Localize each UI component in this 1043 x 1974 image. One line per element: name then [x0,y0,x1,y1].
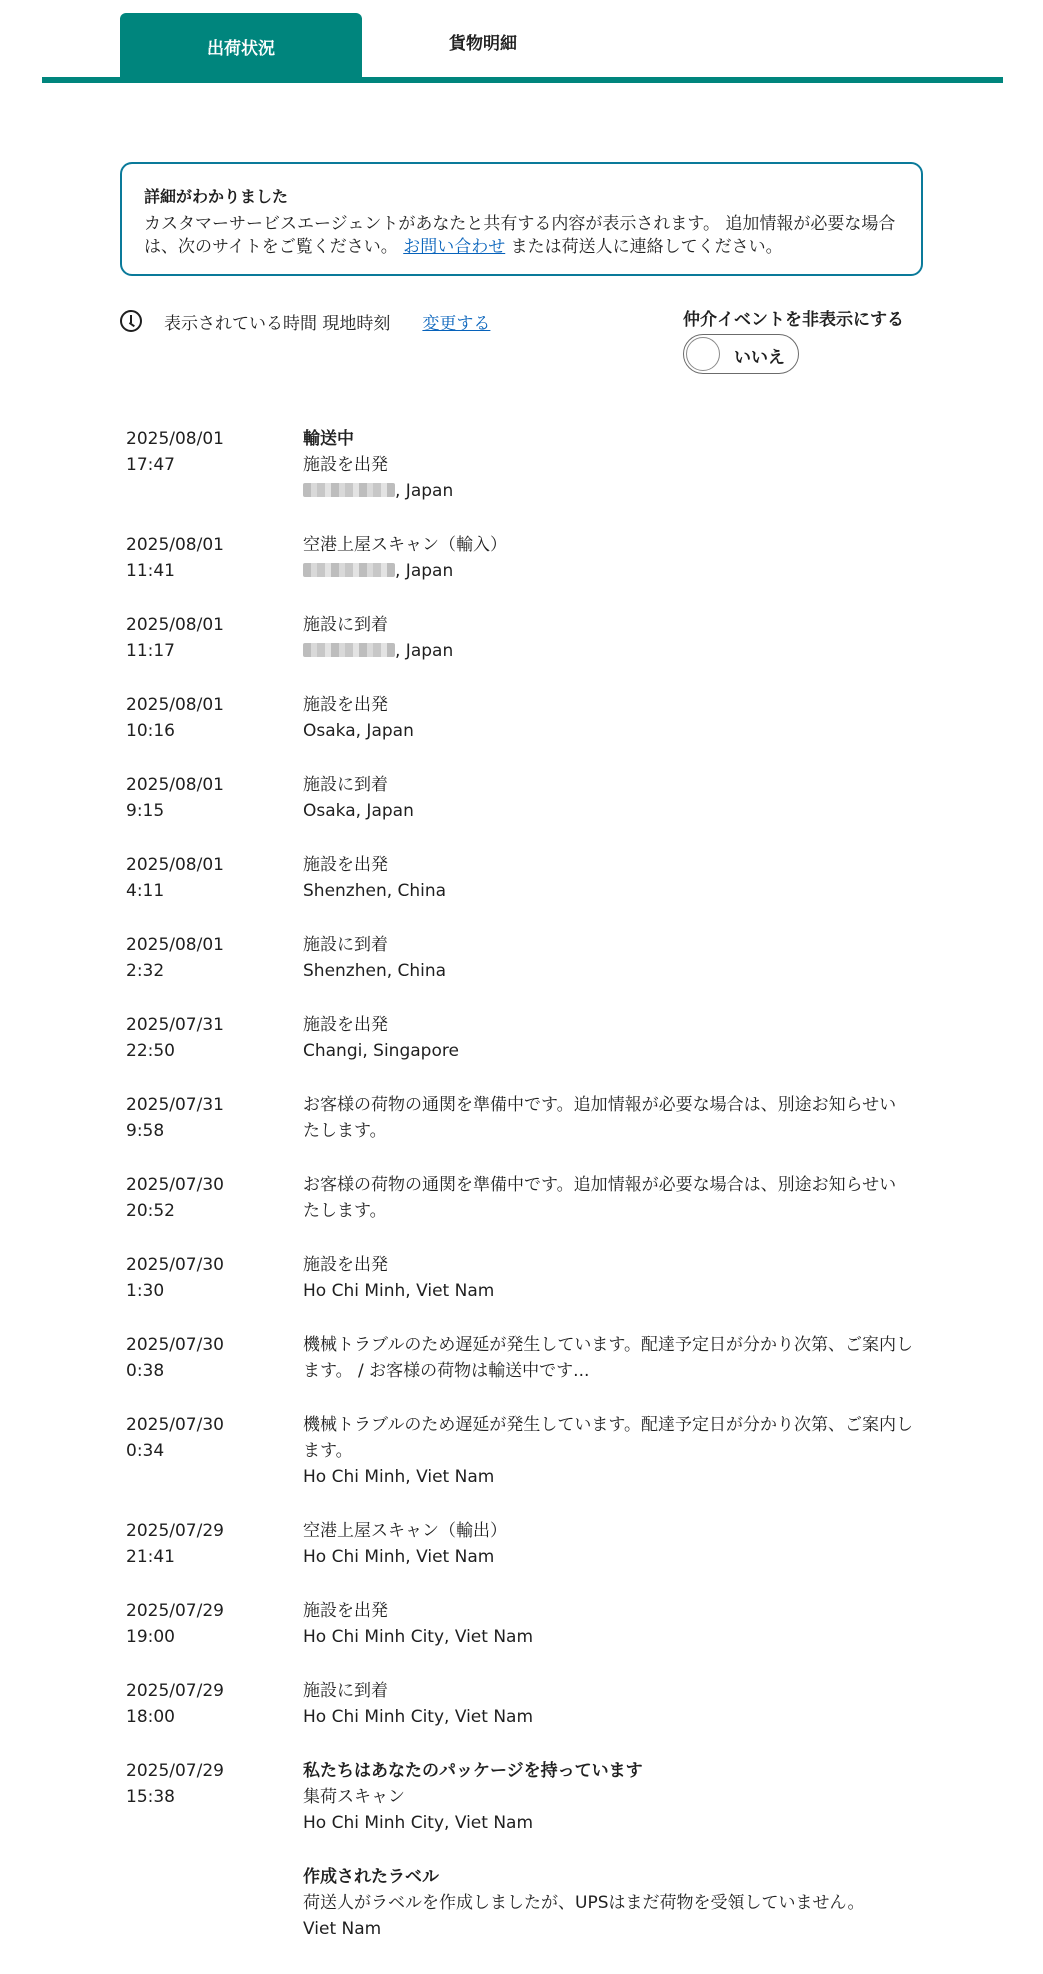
tab-shipment-details[interactable]: 貨物明細 [449,33,517,54]
event-date: 2025/08/01 [126,429,224,449]
alert-title: 詳細がわかりました [144,187,289,206]
event-location-text: Osaka, Japan [303,721,414,741]
event-activity: 施設を出発 [303,855,388,875]
tracking-event [126,772,926,824]
event-date: 2025/08/01 [126,935,224,955]
event-description [303,426,913,504]
event-time: 19:00 [126,1627,175,1647]
event-activity: 施設を出発 [303,1015,388,1035]
event-location-text: Ho Chi Minh City, Viet Nam [303,1627,534,1647]
event-datetime [126,772,303,824]
tracking-event [126,1758,926,1836]
event-date: 2025/07/29 [126,1761,224,1781]
event-time: 11:41 [126,561,175,581]
event-activity: 集荷スキャン [303,1787,405,1807]
event-date: 2025/07/31 [126,1095,224,1115]
event-activity: 施設に到着 [303,1681,388,1701]
tracking-event [126,1864,926,1942]
hide-events-toggle[interactable] [683,334,799,374]
event-activity: 施設を出発 [303,1255,388,1275]
event-location [303,638,913,664]
event-time: 21:41 [126,1547,175,1567]
event-time: 22:50 [126,1041,175,1061]
event-time: 2:32 [126,961,165,981]
event-description [303,1172,913,1224]
event-location-text: Ho Chi Minh, Viet Nam [303,1281,495,1301]
tracking-event [126,1332,926,1384]
event-datetime [126,612,303,664]
event-datetime [126,1012,303,1064]
event-location [303,1464,913,1490]
event-status: 私たちはあなたのパッケージを持っています [303,1761,643,1781]
event-time: 4:11 [126,881,165,901]
event-location [303,558,913,584]
event-date: 2025/08/01 [126,615,224,635]
event-location [303,1544,913,1570]
tracking-event [126,532,926,584]
event-date: 2025/08/01 [126,855,224,875]
event-activity: 施設に到着 [303,615,388,635]
event-location-text: Ho Chi Minh, Viet Nam [303,1547,495,1567]
event-datetime [126,1678,303,1730]
event-time: 15:38 [126,1787,175,1807]
event-description [303,1758,913,1836]
event-date: 2025/08/01 [126,535,224,555]
event-activity: お客様の荷物の通関を準備中です。追加情報が必要な場合は、別途お知らせいたします。 [303,1175,897,1221]
event-date: 2025/07/29 [126,1601,224,1621]
event-datetime [126,1412,303,1490]
toggle-value: いいえ [734,348,785,368]
event-date: 2025/07/30 [126,1415,224,1435]
event-activity: 施設を出発 [303,1601,388,1621]
event-datetime [126,692,303,744]
event-description [303,1412,913,1490]
event-datetime [126,532,303,584]
event-location [303,1704,913,1730]
event-location [303,1916,913,1942]
tracking-events-list [126,426,926,1970]
tab-underline [42,77,1003,83]
event-location-text: Shenzhen, China [303,961,447,981]
event-location-text: , Japan [395,481,454,501]
event-time: 0:34 [126,1441,165,1461]
event-activity: 施設を出発 [303,695,388,715]
event-datetime [126,1758,303,1836]
event-datetime [126,1092,303,1144]
event-time: 18:00 [126,1707,175,1727]
contact-us-link[interactable]: お問い合わせ [403,237,506,257]
event-activity: 施設に到着 [303,935,388,955]
event-activity: 空港上屋スキャン（輸入） [303,535,507,555]
tracking-event [126,1172,926,1224]
event-description [303,1252,913,1304]
event-datetime [126,1864,303,1942]
event-status: 作成されたラベル [303,1867,439,1887]
event-location-text: , Japan [395,561,454,581]
event-datetime [126,932,303,984]
event-location-text: Ho Chi Minh City, Viet Nam [303,1813,534,1833]
tracking-event [126,852,926,904]
event-location-text: Osaka, Japan [303,801,414,821]
event-activity: 施設に到着 [303,775,388,795]
event-time: 20:52 [126,1201,175,1221]
event-location [303,1038,913,1064]
tracking-event [126,1412,926,1490]
event-location [303,1624,913,1650]
event-location [303,958,913,984]
event-activity: 荷送人がラベルを作成しましたが、UPSはまだ荷物を受領していません。 [303,1893,865,1913]
event-date: 2025/08/01 [126,775,224,795]
event-datetime [126,852,303,904]
event-date: 2025/07/30 [126,1175,224,1195]
info-alert [120,162,923,276]
event-description [303,612,913,664]
event-datetime [126,1172,303,1224]
event-location-text: Ho Chi Minh, Viet Nam [303,1467,495,1487]
event-location [303,798,913,824]
event-date: 2025/07/30 [126,1335,224,1355]
event-datetime [126,1332,303,1384]
clock-icon [120,310,142,332]
event-activity: お客様の荷物の通関を準備中です。追加情報が必要な場合は、別途お知らせいたします。 [303,1095,897,1141]
tracking-event [126,1092,926,1144]
event-location-text: Changi, Singapore [303,1041,459,1061]
tracking-event [126,1678,926,1730]
event-activity: 空港上屋スキャン（輸出） [303,1521,507,1541]
redacted-city [303,643,395,657]
timezone-text: 表示されている時間 現地時刻 [164,313,391,334]
tab-shipment-status[interactable]: 出荷状況 [120,13,362,79]
alert-text-end: または荷送人に連絡してください。 [505,237,783,257]
event-location [303,878,913,904]
event-activity: 機械トラブルのため遅延が発生しています。配達予定日が分かり次第、ご案内します。 / お客様の荷物は輸送中です... [303,1335,913,1381]
event-time: 11:17 [126,641,175,661]
tracking-event [126,692,926,744]
alert-body [144,213,899,259]
event-date: 2025/07/29 [126,1681,224,1701]
event-time: 9:15 [126,801,165,821]
toggle-knob [686,337,720,371]
event-location [303,1810,913,1836]
event-location [303,718,913,744]
tracking-event [126,932,926,984]
redacted-city [303,483,395,497]
tracking-event [126,1012,926,1064]
event-datetime [126,426,303,504]
event-status: 輸送中 [303,429,354,449]
event-description [303,1864,913,1942]
event-description [303,772,913,824]
tab-bar [42,0,1003,84]
event-time: 9:58 [126,1121,165,1141]
event-description [303,692,913,744]
event-date: 2025/07/31 [126,1015,224,1035]
event-datetime [126,1252,303,1304]
tracking-event [126,612,926,664]
event-description [303,1598,913,1650]
event-date: 2025/07/30 [126,1255,224,1275]
event-datetime [126,1518,303,1570]
event-location-text: , Japan [395,641,454,661]
change-timezone-link[interactable]: 変更する [422,313,491,334]
event-description [303,532,913,584]
event-description [303,1332,913,1384]
event-activity: 施設を出発 [303,455,388,475]
tracking-event [126,426,926,504]
event-time: 1:30 [126,1281,165,1301]
event-description [303,1518,913,1570]
event-date: 2025/08/01 [126,695,224,715]
event-description [303,1092,913,1144]
event-description [303,1678,913,1730]
event-description [303,852,913,904]
event-location [303,478,913,504]
timezone-row [120,304,490,338]
event-time: 17:47 [126,455,175,475]
redacted-city [303,563,395,577]
event-datetime [126,1598,303,1650]
hide-events-label: 仲介イベントを非表示にする [683,310,904,330]
event-location [303,1278,913,1304]
tracking-event [126,1598,926,1650]
event-activity: 機械トラブルのため遅延が発生しています。配達予定日が分かり次第、ご案内します。 [303,1415,913,1461]
event-time: 0:38 [126,1361,165,1381]
event-location-text: Ho Chi Minh City, Viet Nam [303,1707,534,1727]
event-description [303,932,913,984]
alert-text: カスタマーサービスエージェントがあなたと共有する内容が表示されます。 追加情報が必要な場合は、次のサイトをご覧ください。 [144,214,896,257]
event-location-text: Viet Nam [303,1919,382,1939]
event-description [303,1012,913,1064]
tracking-event [126,1518,926,1570]
event-time: 10:16 [126,721,175,741]
event-location-text: Shenzhen, China [303,881,447,901]
event-date: 2025/07/29 [126,1521,224,1541]
tracking-event [126,1252,926,1304]
